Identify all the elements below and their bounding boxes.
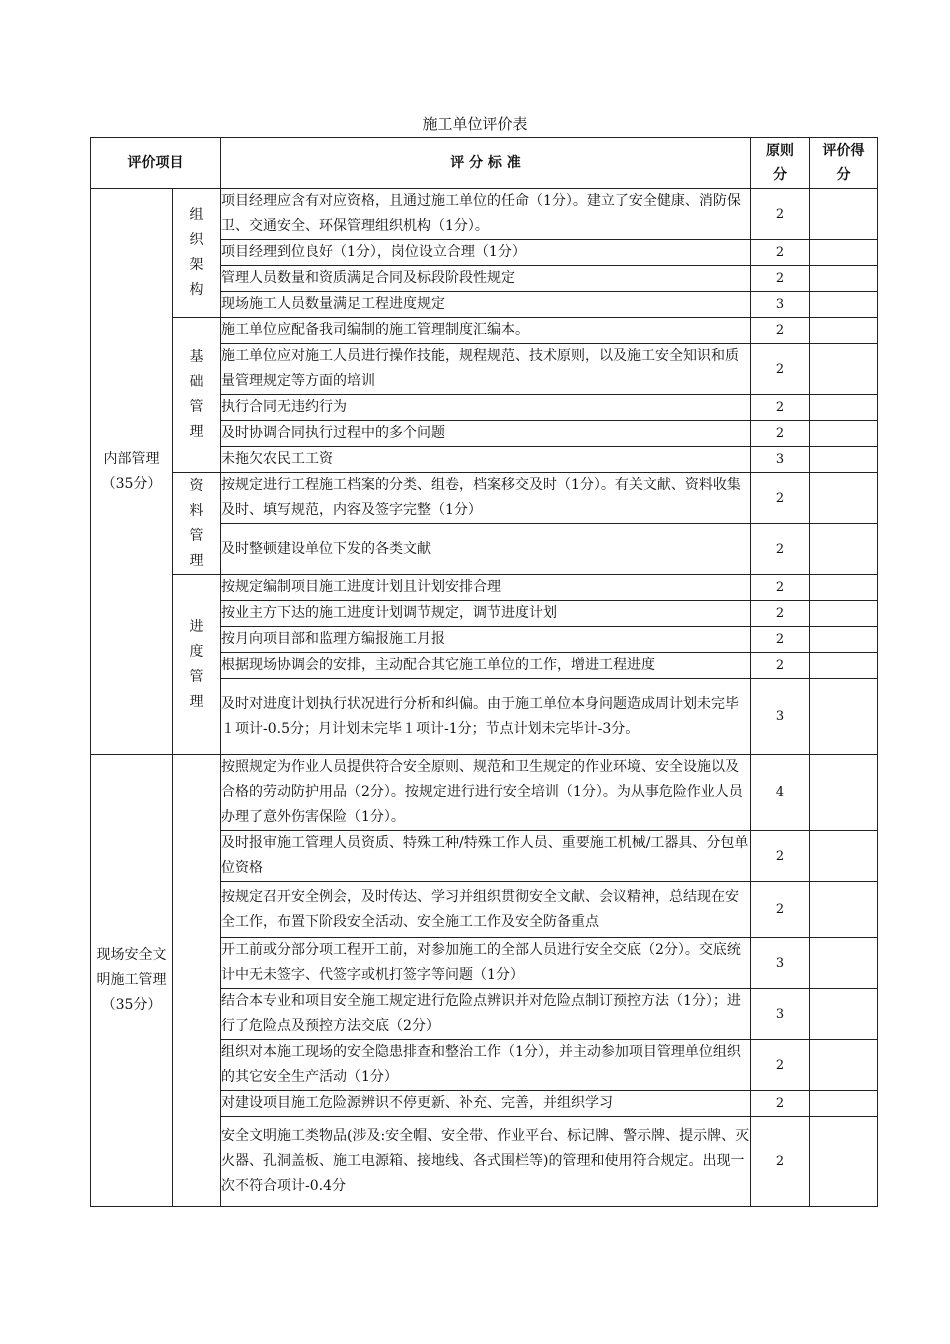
got-score-cell[interactable] [810,627,878,653]
criteria-cell: 结合本专业和项目安全施工规定进行危险点辨识并对危险点制订预控方法（1分）；进行了危险点及预控方法交底（2分） [221,989,751,1040]
score-cell: 2 [751,318,810,344]
score-cell: 2 [751,575,810,601]
score-cell: 2 [751,1040,810,1091]
criteria-cell: 按照规定为作业人员提供符合安全原则、规范和卫生规定的作业环境、安全设施以及合格的劳动防护用品（2分）。按规定进行进行安全培训（1分）。为从事危险作业人员办理了意外伤害保险（1分）。 [221,755,751,831]
got-score-cell[interactable] [810,344,878,395]
criteria-cell: 开工前或分部分项工程开工前，对参加施工的全部人员进行安全交底（2分）。交底统计中无未签字、代签字或机打签字等问题（1分） [221,938,751,989]
got-score-cell[interactable] [810,189,878,240]
got-score-cell[interactable] [810,831,878,882]
got-score-cell[interactable] [810,575,878,601]
group-basic: 基础管理 [173,318,221,473]
score-cell: 2 [751,627,810,653]
score-cell: 2 [751,240,810,266]
table-row [91,318,878,344]
header-criteria: 评 分 标 准 [221,138,751,189]
criteria-cell: 按月向项目部和监理方编报施工月报 [221,627,751,653]
group-organization: 组织架构 [173,189,221,318]
criteria-cell: 及时报审施工管理人员资质、特殊工种/特殊工作人员、重要施工机械/工器具、分包单位资格 [221,831,751,882]
got-score-cell[interactable] [810,318,878,344]
score-cell: 3 [751,292,810,318]
score-cell: 4 [751,755,810,831]
criteria-cell: 项目经理到位良好（1分），岗位设立合理（1分） [221,240,751,266]
score-cell: 2 [751,831,810,882]
header-item: 评价项目 [91,138,221,189]
got-score-cell[interactable] [810,938,878,989]
got-score-cell[interactable] [810,266,878,292]
got-score-cell[interactable] [810,421,878,447]
criteria-cell: 及时协调合同执行过程中的多个问题 [221,421,751,447]
section-site-safety: 现场安全文明施工管理（35分） [91,755,173,1207]
criteria-cell: 未拖欠农民工工资 [221,447,751,473]
score-cell: 3 [751,989,810,1040]
criteria-cell: 组织对本施工现场的安全隐患排查和整治工作（1分），并主动参加项目管理单位组织的其它安全生产活动（1分） [221,1040,751,1091]
score-cell: 2 [751,601,810,627]
got-score-cell[interactable] [810,292,878,318]
got-score-cell[interactable] [810,679,878,755]
table-row [91,575,878,601]
criteria-cell: 按业主方下达的施工进度计划调节规定，调节进度计划 [221,601,751,627]
score-cell: 2 [751,1091,810,1117]
group-progress: 进度管理 [173,575,221,755]
criteria-cell: 安全文明施工类物品(涉及:安全帽、安全带、作业平台、标记牌、警示牌、提示牌、灭火器、孔洞盖板、施工电源箱、接地线、各式围栏等)的管理和使用符合规定。出现一次不符合项计-0.4分 [221,1117,751,1207]
section-internal: 内部管理（35分） [91,189,173,755]
criteria-cell: 施工单位应配备我司编制的施工管理制度汇编本。 [221,318,751,344]
criteria-cell: 项目经理应含有对应资格，且通过施工单位的任命（1分）。建立了安全健康、消防保卫、交通安全、环保管理组织机构（1分）。 [221,189,751,240]
criteria-cell: 按规定编制项目施工进度计划且计划安排合理 [221,575,751,601]
score-cell: 2 [751,395,810,421]
got-score-cell[interactable] [810,601,878,627]
got-score-cell[interactable] [810,882,878,938]
criteria-cell: 及时整顿建设单位下发的各类文献 [221,524,751,575]
score-cell: 2 [751,1117,810,1207]
criteria-cell: 及时对进度计划执行状况进行分析和纠偏。由于施工单位本身问题造成周计划未完毕１项计-0.5分；月计划未完毕１项计-1分；节点计划未完毕计-3分。 [221,679,751,755]
criteria-cell: 按规定召开安全例会，及时传达、学习并组织贯彻安全文献、会议精神，总结现在安全工作，布置下阶段安全活动、安全施工工作及安全防备重点 [221,882,751,938]
got-score-cell[interactable] [810,240,878,266]
page-title: 施工单位评价表 [422,115,528,133]
score-cell: 2 [751,653,810,679]
got-score-cell[interactable] [810,473,878,524]
criteria-cell: 执行合同无违约行为 [221,395,751,421]
criteria-cell: 管理人员数量和资质满足合同及标段阶段性规定 [221,266,751,292]
got-score-cell[interactable] [810,395,878,421]
criteria-cell: 按规定进行工程施工档案的分类、组卷，档案移交及时（1分）。有关文献、资料收集及时、填写规范，内容及签字完整（1分） [221,473,751,524]
got-score-cell[interactable] [810,653,878,679]
score-cell: 2 [751,421,810,447]
table-row [91,189,878,240]
got-score-cell[interactable] [810,447,878,473]
got-score-cell[interactable] [810,989,878,1040]
empty-sub-cell [173,755,221,1207]
criteria-cell: 施工单位应对施工人员进行操作技能，规程规范、技术原则，以及施工安全知识和质量管理规定等方面的培训 [221,344,751,395]
score-cell: 3 [751,447,810,473]
score-cell: 3 [751,938,810,989]
got-score-cell[interactable] [810,1117,878,1207]
header-base-score: 原则分 [751,138,810,189]
criteria-cell: 现场施工人员数量满足工程进度规定 [221,292,751,318]
evaluation-table [90,137,878,1207]
table-row [91,473,878,524]
header-row [91,138,878,189]
criteria-cell: 根据现场协调会的安排，主动配合其它施工单位的工作，增进工程进度 [221,653,751,679]
table-row [91,755,878,831]
score-cell: 2 [751,882,810,938]
header-got-score: 评价得分 [810,138,878,189]
group-documents: 资料管理 [173,473,221,575]
got-score-cell[interactable] [810,755,878,831]
score-cell: 2 [751,266,810,292]
got-score-cell[interactable] [810,1040,878,1091]
score-cell: 3 [751,679,810,755]
got-score-cell[interactable] [810,1091,878,1117]
criteria-cell: 对建设项目施工危险源辨识不停更新、补充、完善，并组织学习 [221,1091,751,1117]
score-cell: 2 [751,189,810,240]
score-cell: 2 [751,473,810,524]
got-score-cell[interactable] [810,524,878,575]
score-cell: 2 [751,344,810,395]
score-cell: 2 [751,524,810,575]
